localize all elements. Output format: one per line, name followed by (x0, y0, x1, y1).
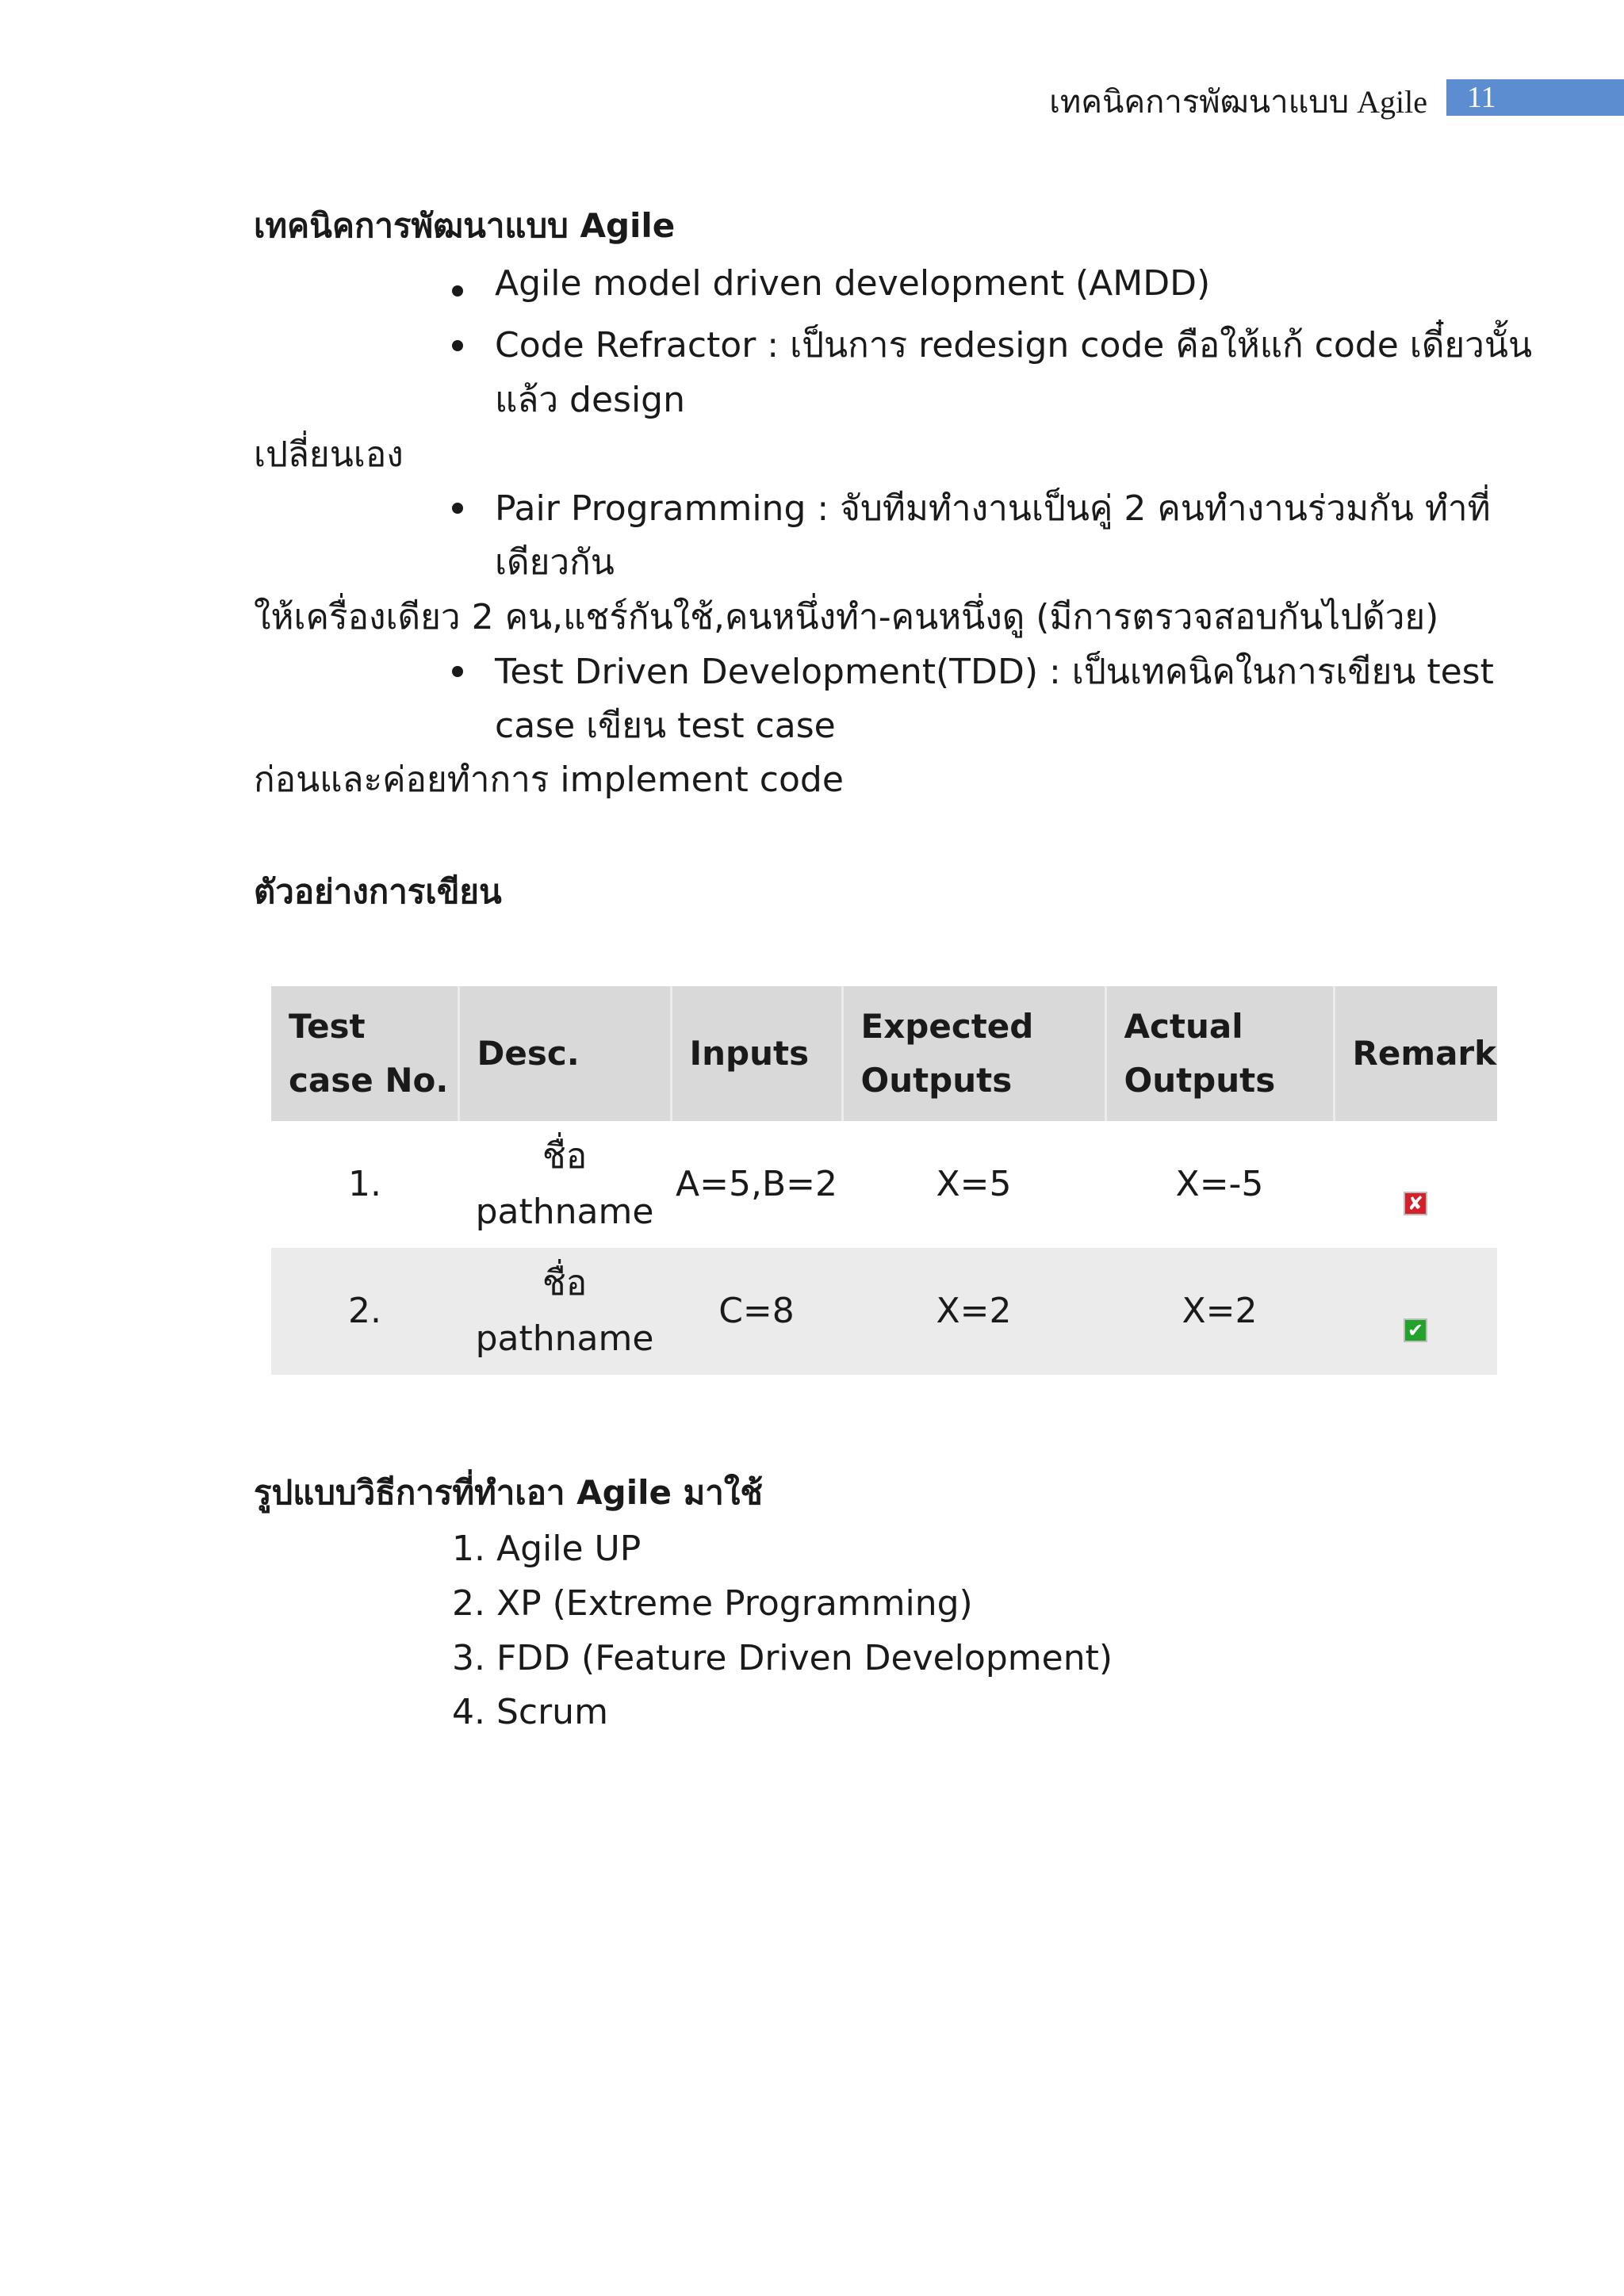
column-header-expected-outputs: Expected Outputs (842, 986, 1105, 1121)
column-header-desc: Desc. (458, 986, 671, 1121)
bullet-icon (452, 340, 463, 351)
bullet-text-wrap: case เขียน test case (495, 706, 836, 746)
column-header-inputs: Inputs (671, 986, 842, 1121)
cell-actual-outputs: X=2 (1105, 1248, 1334, 1375)
list-item: 1. Agile UP (452, 1529, 642, 1569)
list-item: 2. XP (Extreme Programming) (452, 1583, 973, 1624)
bullet-text: Pair Programming : จับทีมทำงานเป็นคู่ 2 คนทำงานร่วมกัน ทำที่ (495, 488, 1491, 529)
cell-expected-outputs: X=5 (936, 1164, 1012, 1204)
section-heading-example: ตัวอย่างการเขียน (254, 872, 502, 911)
test-case-table (271, 986, 1497, 1375)
cell-desc: ชื่อ pathname (458, 1248, 671, 1375)
paragraph-continuation: ก่อนและค่อยทำการ implement code (254, 760, 844, 800)
page-number: 11 (1446, 79, 1624, 116)
table-header-row (271, 986, 1497, 1121)
bullet-text: Test Driven Development(TDD) : เป็นเทคนิคในการเขียน test (495, 652, 1494, 692)
bullet-text-wrap: แล้ว design (495, 380, 685, 420)
cell-test-case-no: 1. (348, 1164, 381, 1204)
bullet-icon (452, 666, 463, 677)
bullet-text-wrap: เดียวกัน (495, 542, 615, 583)
header-title: เทคนิคการพัฒนาแบบ Agile (1049, 84, 1427, 120)
bullet-icon (452, 285, 463, 297)
section-heading-methods: รูปแบบวิธีการที่ทำเอา Agile มาใช้ (254, 1473, 763, 1512)
table-row (271, 1248, 1497, 1375)
column-header-remark: Remark (1334, 986, 1497, 1121)
cell-remark (1334, 1121, 1497, 1248)
cell-expected-outputs: X=2 (842, 1248, 1105, 1375)
cell-inputs: C=8 (671, 1248, 842, 1375)
section-heading-techniques: เทคนิคการพัฒนาแบบ Agile (254, 206, 676, 245)
cell-actual-outputs: X=-5 (1175, 1164, 1264, 1204)
column-header-test-case-no: Test case No. (271, 986, 458, 1121)
list-item: 3. FDD (Feature Driven Development) (452, 1638, 1113, 1678)
bullet-icon (452, 503, 463, 514)
paragraph-continuation: ให้เครื่องเดียว 2 คน,แชร์กันใช้,คนหนึ่งทำ-คนหนึ่งดู (มีการตรวจสอบกันไปด้วย) (254, 597, 1439, 637)
cell-remark (1334, 1248, 1497, 1375)
pass-icon: ✔ (1404, 1318, 1427, 1342)
table-row (271, 1121, 1497, 1248)
list-item: 4. Scrum (452, 1692, 608, 1732)
fail-icon: ✘ (1404, 1192, 1427, 1215)
cell-inputs: A=5,B=2 (676, 1164, 837, 1204)
column-header-actual-outputs: Actual Outputs (1105, 986, 1334, 1121)
bullet-text: Code Refractor : เป็นการ redesign code คือให้แก้ code เดี๋ยวนั้น (495, 325, 1533, 365)
cell-test-case-no: 2. (271, 1248, 458, 1375)
bullet-text: Agile model driven development (AMDD) (495, 263, 1211, 304)
cell-desc: ชื่อ pathname (475, 1136, 654, 1232)
paragraph-continuation: เปลี่ยนเอง (254, 434, 404, 475)
